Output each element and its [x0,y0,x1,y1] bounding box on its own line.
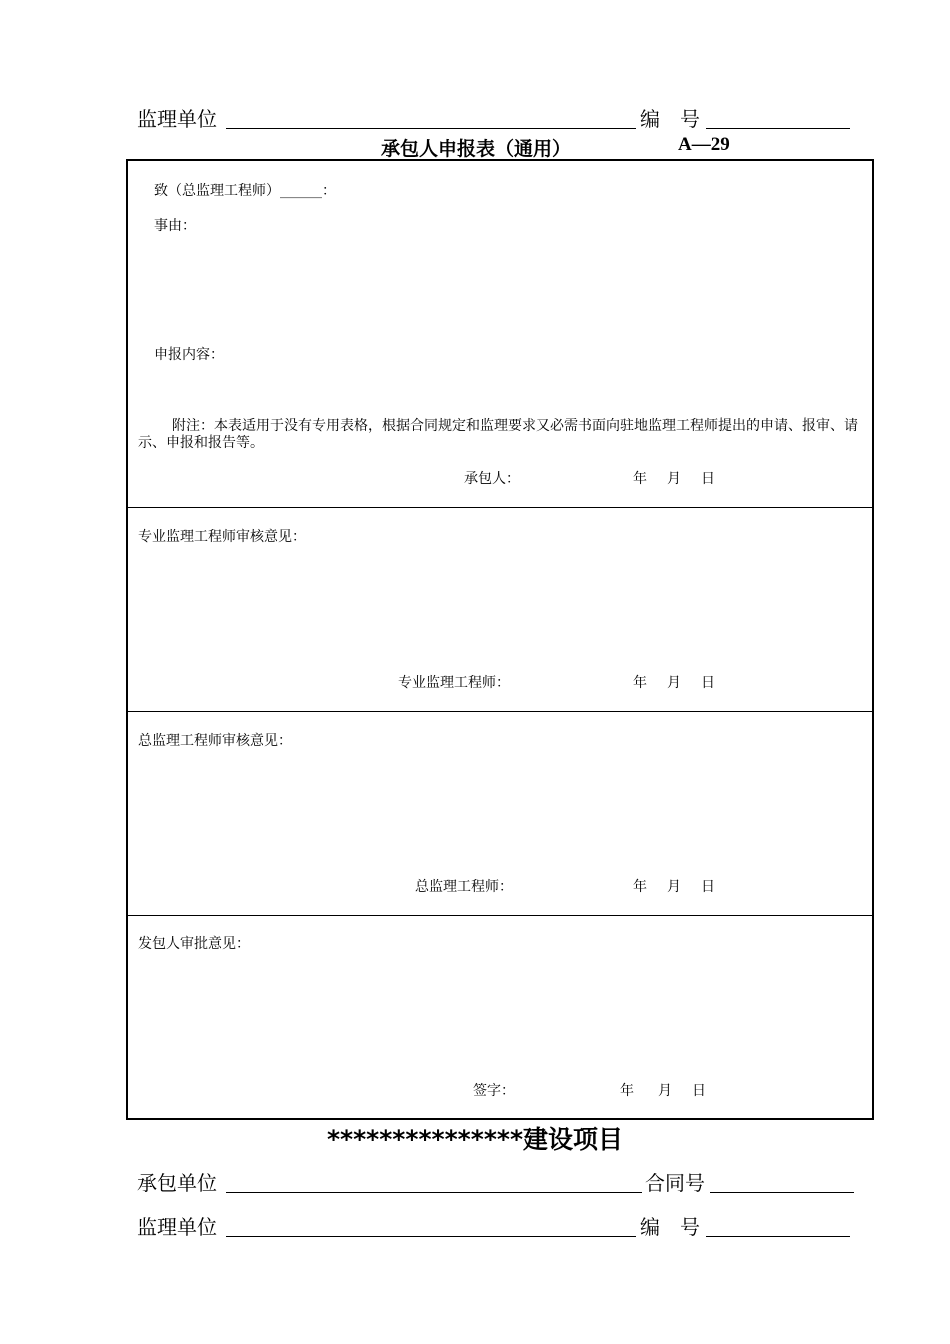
contractor-unit-label: 承包单位 [137,1171,217,1195]
day-label: 日 [701,675,715,691]
appendix-note: 附注：本表适用于没有专用表格，根据合同规定和监理要求又必需书面向驻地监理工程师提出的申请、报审、请示、申报和报告等。 [138,418,858,451]
year-label: 年 [633,471,647,487]
chief-signer-label: 总监理工程师： [415,879,513,895]
chief-opinion-label: 总监理工程师审核意见： [138,733,292,749]
month-label: 月 [667,471,681,487]
supervisor-unit-label: 监理单位 [137,107,217,131]
contractor-unit-field[interactable] [226,1168,642,1193]
month-label: 月 [667,879,681,895]
supervisor-unit-field[interactable] [226,1212,636,1237]
day-label: 日 [701,879,715,895]
section-divider [128,711,872,712]
addressee-line: 致（总监理工程师）______： [154,183,336,199]
application-form-table [126,159,874,1120]
number-field[interactable] [706,1212,850,1237]
supervisor-unit-label: 监理单位 [137,1215,217,1239]
month-label: 月 [667,675,681,691]
contractor-signer-label: 承包人： [464,471,520,487]
number-field[interactable] [706,104,850,129]
supervisor-unit-field[interactable] [226,104,636,129]
content-label: 申报内容： [154,347,224,363]
section-divider [128,915,872,916]
signature-label: 签字： [473,1083,515,1099]
specialist-opinion-label: 专业监理工程师审核意见： [138,529,306,545]
day-label: 日 [701,471,715,487]
form-code: A—29 [678,134,730,155]
reason-label: 事由： [154,218,196,234]
contract-number-field[interactable] [710,1168,854,1193]
month-label: 月 [658,1083,672,1099]
number-label: 编 号 [640,107,700,131]
form-title: 承包人申报表（通用） [381,138,572,160]
day-label: 日 [692,1083,706,1099]
year-label: 年 [633,675,647,691]
specialist-signer-label: 专业监理工程师： [398,675,510,691]
section-divider [128,507,872,508]
number-label: 编 号 [640,1215,700,1239]
project-title: ***************建设项目 [326,1125,624,1154]
year-label: 年 [620,1083,634,1099]
employer-opinion-label: 发包人审批意见： [138,936,250,952]
contract-number-label: 合同号 [645,1171,705,1195]
year-label: 年 [633,879,647,895]
